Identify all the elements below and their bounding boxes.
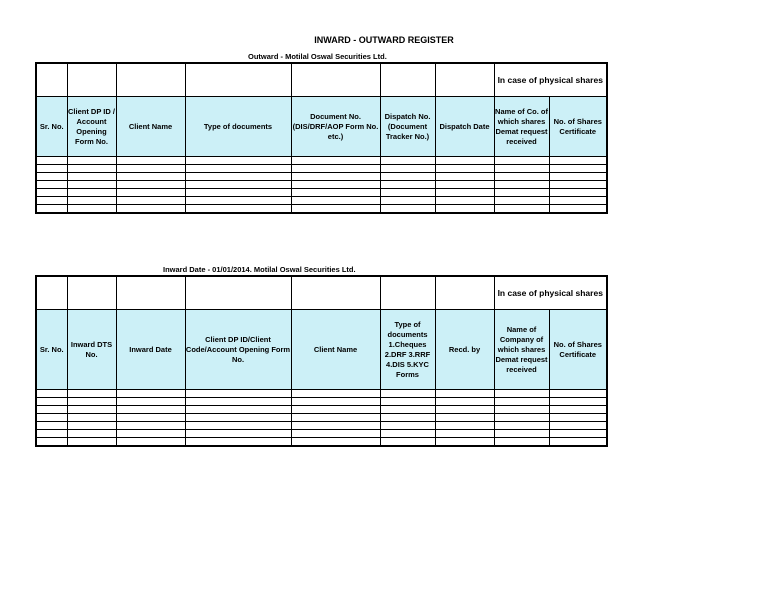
outward-entry-cell: [549, 205, 607, 214]
outward-entry-cell: [291, 181, 380, 189]
inward-entry-cell: [291, 438, 380, 447]
inward-entry-row: [36, 430, 607, 438]
outward-entry-cell: [185, 197, 291, 205]
inward-entry-cell: [116, 438, 185, 447]
outward-entry-cell: [549, 165, 607, 173]
inward-entry-cell: [435, 414, 494, 422]
outward-header-company-name: Name of Co. of which shares Demat request received: [494, 97, 549, 157]
inward-entry-cell: [494, 438, 549, 447]
inward-entry-cell: [67, 414, 116, 422]
page-title: INWARD - OUTWARD REGISTER: [314, 35, 454, 45]
inward-entry-cell: [291, 398, 380, 406]
outward-entry-row: [36, 189, 607, 197]
outward-entry-row: [36, 197, 607, 205]
outward-entry-cell: [116, 157, 185, 165]
inward-entry-cell: [36, 422, 67, 430]
inward-entry-cell: [291, 414, 380, 422]
inward-entry-cell: [67, 390, 116, 398]
inward-entry-cell: [36, 438, 67, 447]
inward-header-company-name: Name of Company of which shares Demat request received: [494, 310, 549, 390]
outward-entry-cell: [291, 189, 380, 197]
inward-entry-cell: [185, 406, 291, 414]
outward-entry-cell: [36, 157, 67, 165]
inward-entry-cell: [549, 398, 607, 406]
inward-entry-cell: [291, 390, 380, 398]
outward-entry-cell: [67, 189, 116, 197]
inward-entry-cell: [116, 390, 185, 398]
outward-entry-row: [36, 205, 607, 214]
outward-entry-cell: [36, 205, 67, 214]
outward-entry-cell: [67, 165, 116, 173]
outward-entry-cell: [185, 165, 291, 173]
inward-entry-cell: [36, 430, 67, 438]
inward-entry-cell: [67, 398, 116, 406]
outward-entry-cell: [494, 157, 549, 165]
inward-entry-cell: [291, 422, 380, 430]
inward-entry-cell: [67, 430, 116, 438]
outward-header-share-certificates: No. of Shares Certificate: [549, 97, 607, 157]
outward-entry-cell: [494, 197, 549, 205]
outward-entry-cell: [185, 205, 291, 214]
inward-entry-cell: [549, 430, 607, 438]
inward-physical-shares-label: In case of physical shares: [494, 276, 607, 310]
outward-entry-cell: [549, 157, 607, 165]
outward-entry-cell: [380, 173, 435, 181]
outward-entry-cell: [185, 189, 291, 197]
inward-entry-cell: [380, 430, 435, 438]
inward-header-inward-date: Inward Date: [116, 310, 185, 390]
inward-register-table: [35, 275, 608, 447]
inward-header-type-of-documents: Type of documents 1.Cheques 2.DRF 3.RRF 4.DIS 5.KYC Forms: [380, 310, 435, 390]
inward-entry-cell: [494, 430, 549, 438]
inward-header-row: [36, 310, 607, 390]
outward-entry-cell: [435, 205, 494, 214]
outward-entry-cell: [185, 157, 291, 165]
inward-entry-cell: [380, 406, 435, 414]
outward-header-document-no: Document No. (DIS/DRF/AOP Form No. etc.): [291, 97, 380, 157]
inward-entry-cell: [116, 398, 185, 406]
outward-entry-cell: [116, 165, 185, 173]
inward-entry-cell: [549, 438, 607, 447]
inward-header-client-dp-id: Client DP ID/Client Code/Account Opening Form No.: [185, 310, 291, 390]
outward-entry-cell: [67, 205, 116, 214]
outward-entry-cell: [67, 197, 116, 205]
inward-entry-cell: [116, 422, 185, 430]
outward-entry-row: [36, 173, 607, 181]
outward-header-sr-no: Sr. No.: [36, 97, 67, 157]
inward-entry-cell: [494, 406, 549, 414]
outward-entry-cell: [67, 157, 116, 165]
outward-entry-cell: [291, 205, 380, 214]
inward-entry-cell: [435, 438, 494, 447]
outward-entry-cell: [36, 173, 67, 181]
outward-entry-cell: [494, 181, 549, 189]
inward-entry-cell: [36, 414, 67, 422]
outward-entry-cell: [435, 197, 494, 205]
inward-header-sr-no: Sr. No.: [36, 310, 67, 390]
outward-header-row: [36, 97, 607, 157]
inward-entry-cell: [494, 398, 549, 406]
outward-entry-cell: [435, 173, 494, 181]
outward-entry-cell: [67, 173, 116, 181]
inward-entry-cell: [494, 390, 549, 398]
outward-entry-cell: [435, 157, 494, 165]
inward-entry-cell: [185, 398, 291, 406]
outward-entry-cell: [380, 157, 435, 165]
inward-header-inward-dts-no: Inward DTS No.: [67, 310, 116, 390]
outward-entry-cell: [380, 205, 435, 214]
outward-subtitle: Outward - Motilal Oswal Securities Ltd.: [248, 52, 387, 61]
inward-entry-row: [36, 422, 607, 430]
inward-entry-cell: [380, 422, 435, 430]
outward-entry-cell: [380, 189, 435, 197]
inward-entry-cell: [185, 414, 291, 422]
inward-entry-cell: [36, 390, 67, 398]
outward-entry-cell: [67, 181, 116, 189]
inward-entry-cell: [185, 390, 291, 398]
outward-header-dispatch-date: Dispatch Date: [435, 97, 494, 157]
outward-entry-cell: [36, 189, 67, 197]
inward-header-recd-by: Recd. by: [435, 310, 494, 390]
inward-entry-row: [36, 414, 607, 422]
inward-header-client-name: Client Name: [291, 310, 380, 390]
outward-entry-cell: [549, 173, 607, 181]
outward-entry-cell: [380, 197, 435, 205]
outward-header-client-dp-id: Client DP ID / Account Opening Form No.: [67, 97, 116, 157]
inward-entry-cell: [435, 398, 494, 406]
outward-entry-cell: [116, 173, 185, 181]
inward-entry-cell: [380, 390, 435, 398]
inward-entry-cell: [36, 406, 67, 414]
outward-entry-cell: [494, 189, 549, 197]
outward-entry-cell: [185, 181, 291, 189]
inward-entry-cell: [116, 406, 185, 414]
inward-entry-cell: [380, 414, 435, 422]
inward-entry-cell: [67, 438, 116, 447]
outward-entry-cell: [291, 197, 380, 205]
outward-register-table: [35, 62, 608, 214]
inward-entry-cell: [380, 398, 435, 406]
outward-entry-cell: [116, 181, 185, 189]
inward-entry-row: [36, 438, 607, 447]
inward-entry-cell: [185, 430, 291, 438]
inward-entry-cell: [549, 406, 607, 414]
inward-entry-cell: [549, 414, 607, 422]
outward-entry-cell: [494, 205, 549, 214]
outward-header-dispatch-no: Dispatch No. (Document Tracker No.): [380, 97, 435, 157]
outward-entry-cell: [116, 205, 185, 214]
inward-entry-cell: [380, 438, 435, 447]
inward-entry-cell: [435, 406, 494, 414]
outward-entry-cell: [291, 157, 380, 165]
inward-entry-cell: [185, 438, 291, 447]
inward-entry-cell: [291, 406, 380, 414]
inward-entry-cell: [494, 422, 549, 430]
inward-entry-cell: [435, 390, 494, 398]
inward-entry-cell: [549, 422, 607, 430]
inward-entry-cell: [116, 414, 185, 422]
inward-group-row: [36, 276, 607, 310]
outward-header-type-of-documents: Type of documents: [185, 97, 291, 157]
inward-entry-cell: [67, 406, 116, 414]
outward-physical-shares-label: In case of physical shares: [494, 63, 607, 97]
inward-header-share-certificates: No. of Shares Certificate: [549, 310, 607, 390]
outward-entry-cell: [435, 189, 494, 197]
inward-entry-row: [36, 406, 607, 414]
outward-entry-cell: [291, 165, 380, 173]
outward-group-row: [36, 63, 607, 97]
outward-entry-cell: [494, 165, 549, 173]
inward-entry-cell: [435, 430, 494, 438]
outward-entry-row: [36, 181, 607, 189]
inward-entry-cell: [435, 422, 494, 430]
outward-entry-cell: [435, 165, 494, 173]
outward-entry-cell: [36, 197, 67, 205]
inward-entry-row: [36, 390, 607, 398]
outward-entry-cell: [435, 181, 494, 189]
outward-header-client-name: Client Name: [116, 97, 185, 157]
outward-entry-cell: [185, 173, 291, 181]
outward-entry-cell: [36, 165, 67, 173]
outward-entry-cell: [116, 197, 185, 205]
inward-entry-cell: [67, 422, 116, 430]
inward-subtitle: Inward Date - 01/01/2014. Motilal Oswal Securities Ltd.: [163, 265, 356, 274]
outward-entry-cell: [116, 189, 185, 197]
outward-entry-cell: [380, 181, 435, 189]
outward-entry-row: [36, 165, 607, 173]
inward-entry-cell: [185, 422, 291, 430]
outward-entry-cell: [549, 189, 607, 197]
outward-entry-row: [36, 157, 607, 165]
outward-entry-cell: [549, 197, 607, 205]
outward-entry-cell: [549, 181, 607, 189]
outward-entry-cell: [494, 173, 549, 181]
outward-entry-cell: [291, 173, 380, 181]
inward-entry-cell: [291, 430, 380, 438]
inward-entry-cell: [494, 414, 549, 422]
inward-entry-row: [36, 398, 607, 406]
inward-entry-cell: [116, 430, 185, 438]
outward-entry-cell: [380, 165, 435, 173]
outward-entry-cell: [36, 181, 67, 189]
inward-entry-cell: [36, 398, 67, 406]
inward-entry-cell: [549, 390, 607, 398]
